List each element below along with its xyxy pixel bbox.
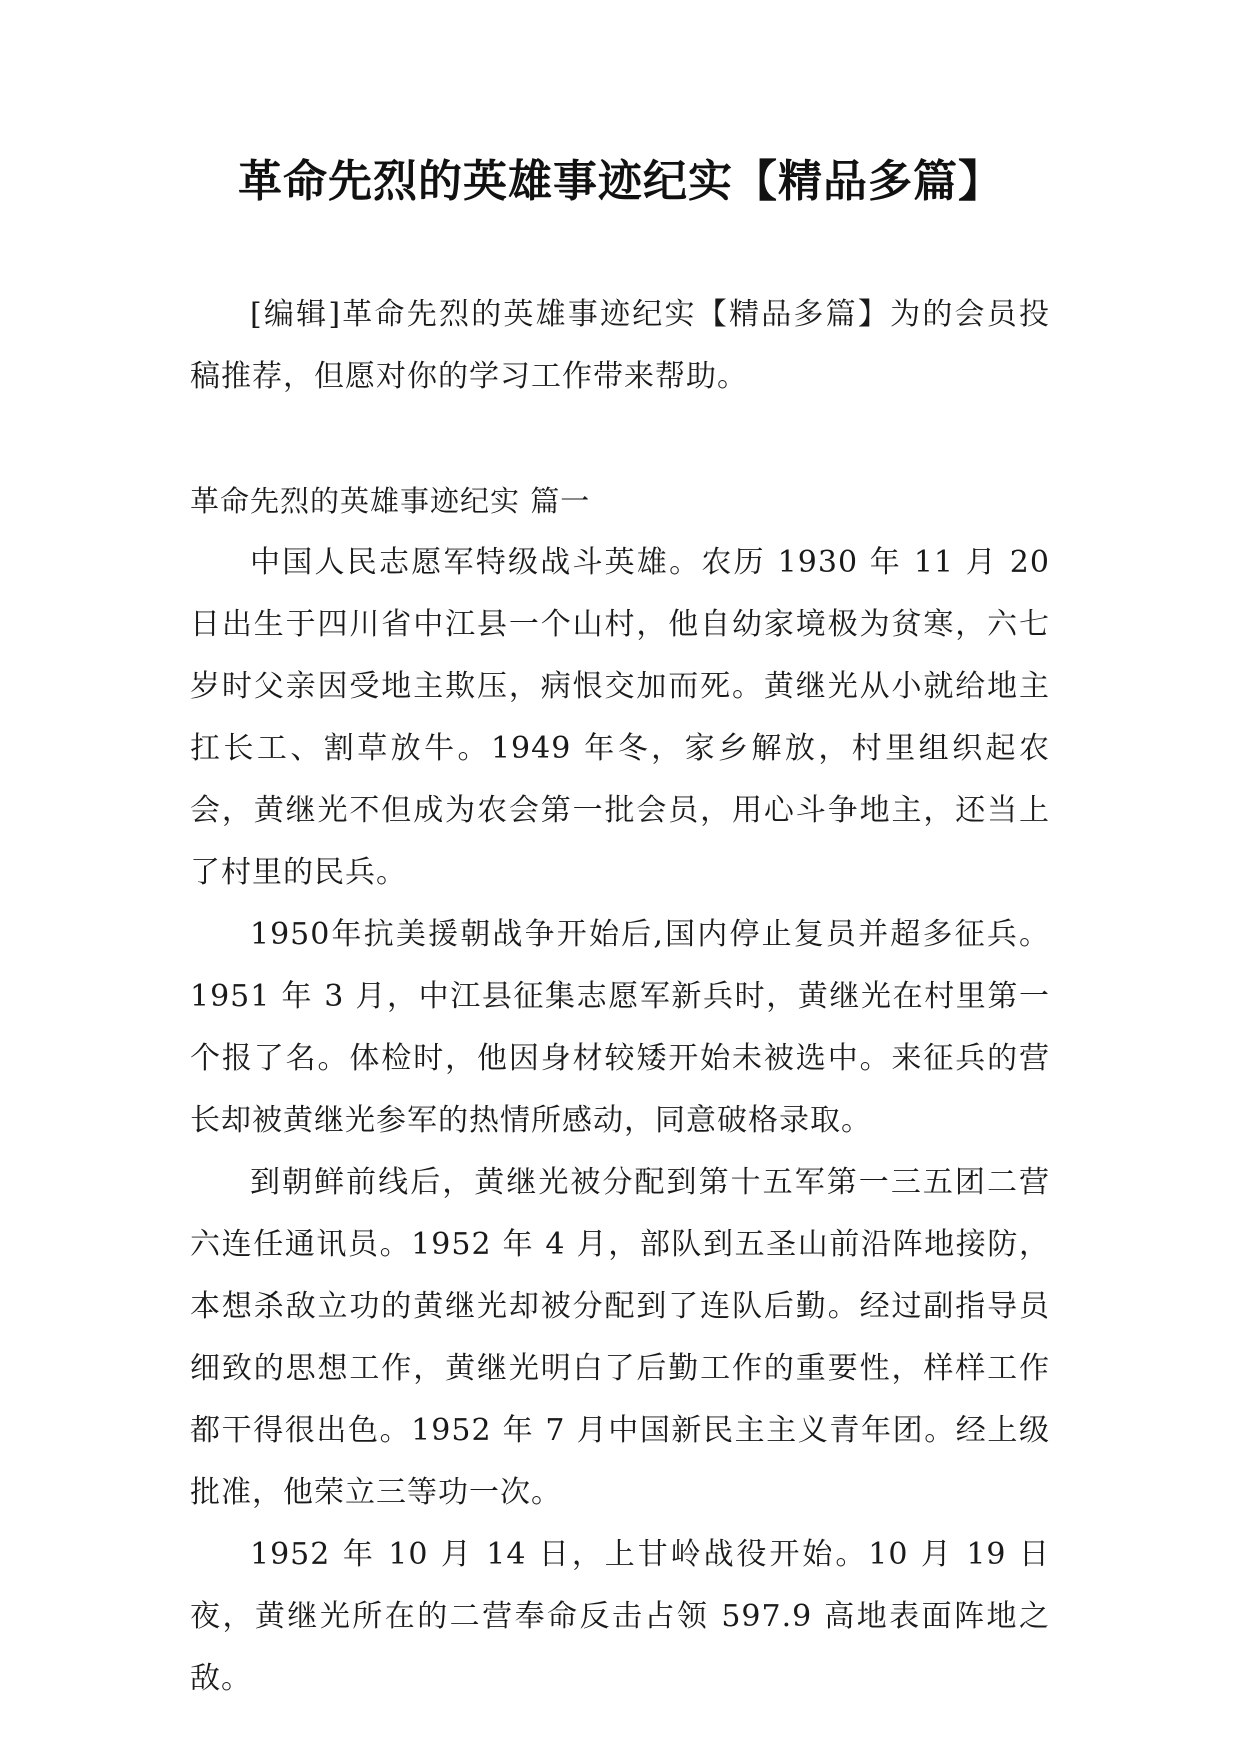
- body-paragraph: 1952 年 10 月 14 日，上甘岭战役开始。10 月 19 日夜，黄继光所在的二营奉命反击占领 597.9 高地表面阵地之敌。: [190, 1537, 1050, 1696]
- section-heading: 革命先烈的英雄事迹纪实 篇一: [190, 484, 591, 518]
- body-paragraph: 到朝鲜前线后，黄继光被分配到第十五军第一三五团二营六连任通讯员。1952 年 4 月，部队到五圣山前沿阵地接防，本想杀敌立功的黄继光却被分配到了连队后勤。经过副指导员细致的思想工作，黄继光明白了后勤工作的重要性，样样工作都干得很出色。1952 年 7 月中国新民主主义青年团。经上级批准，他荣立三等功一次。: [190, 1165, 1050, 1510]
- body-paragraph: 中国人民志愿军特级战斗英雄。农历 1930 年 11 月 20 日出生于四川省中江县一个山村，他自幼家境极为贫寒，六七岁时父亲因受地主欺压，病恨交加而死。黄继光从小就给地主扛长工、割草放牛。1949 年冬，家乡解放，村里组织起农会，黄继光不但成为农会第一批会员，用心斗争地主，还当上了村里的民兵。: [190, 545, 1050, 890]
- intro-paragraph: [编辑]革命先烈的英雄事迹纪实【精品多篇】为的会员投稿推荐，但愿对你的学习工作带来帮助。: [190, 297, 1050, 394]
- body-paragraph: 1950年抗美援朝战争开始后,国内停止复员并超多征兵。1951 年 3 月，中江县征集志愿军新兵时，黄继光在村里第一个报了名。体检时，他因身材较矮开始未被选中。来征兵的营长却被黄继光参军的热情所感动，同意破格录取。: [190, 917, 1050, 1138]
- document-title: 革命先烈的英雄事迹纪实【精品多篇】: [238, 156, 1003, 207]
- document-body: [190, 284, 1050, 1710]
